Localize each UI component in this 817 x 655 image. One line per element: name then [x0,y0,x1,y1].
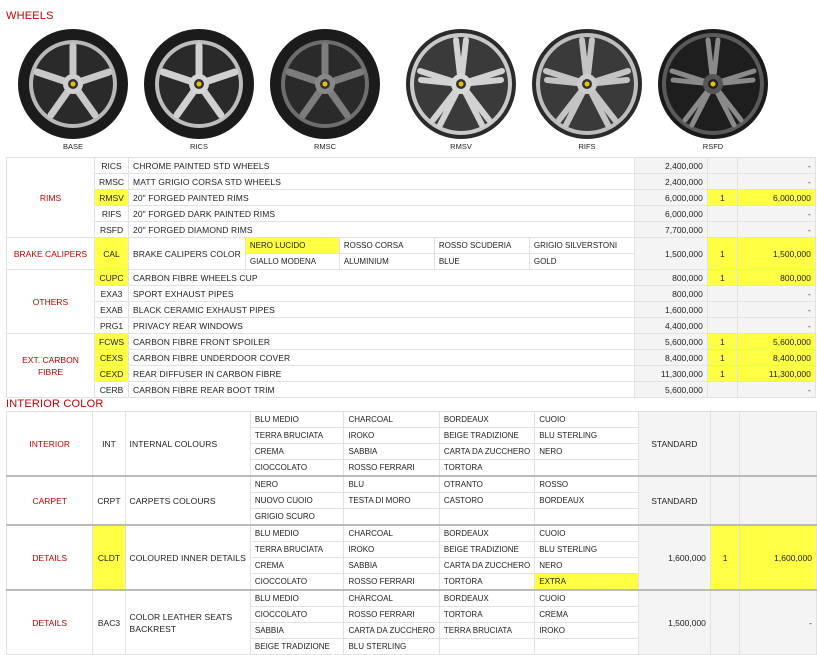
option-total: 6,000,000 [737,190,815,206]
option-price: 6,000,000 [634,190,707,206]
color-option[interactable]: CARTA DA ZUCCHERO [439,444,534,460]
option-qty[interactable] [707,382,737,398]
option-price: 1,500,000 [634,238,707,270]
wheel-label: RICS [190,142,208,151]
color-option[interactable]: BEIGE TRADIZIONE [250,639,344,655]
wheel-rmsc[interactable] [268,24,382,152]
color-option[interactable]: BORDEAUX [439,590,534,607]
option-desc: MATT GRIGIO CORSA STD WHEELS [129,174,635,190]
color-option[interactable]: CUOIO [535,525,638,542]
option-desc: COLOURED INNER DETAILS [125,525,250,590]
options-table [6,157,816,398]
table-row [7,412,817,428]
color-option[interactable]: GRIGIO SCURO [250,509,344,526]
option-total: 5,600,000 [737,334,815,350]
color-option[interactable]: BLU [344,476,439,493]
color-option[interactable]: BEIGE TRADIZIONE [439,542,534,558]
color-option[interactable]: TESTA DI MORO [344,493,439,509]
option-qty[interactable] [707,318,737,334]
option-code: EXAB [95,302,129,318]
table-row [7,174,816,190]
category-interior: INTERIOR [7,412,93,477]
option-qty[interactable]: 1 [707,366,737,382]
color-option[interactable]: TORTORA [439,574,534,591]
option-desc: 20" FORGED PAINTED RIMS [129,190,635,206]
option-desc: CHROME PAINTED STD WHEELS [129,158,635,174]
color-option[interactable]: CIOCCOLATO [250,607,344,623]
color-option[interactable]: NUOVO CUOIO [250,493,344,509]
category-details-backrest: DETAILS [7,590,93,655]
option-desc: CARPETS COLOURS [125,476,250,525]
color-option[interactable]: BORDEAUX [439,525,534,542]
option-qty[interactable] [710,476,739,525]
option-code: FCWS [95,334,129,350]
option-price: 1,600,000 [634,302,707,318]
option-qty[interactable]: 1 [710,525,739,590]
interior-table [6,411,817,655]
option-price: 2,400,000 [634,158,707,174]
color-option[interactable]: SABBIA [344,444,439,460]
category-others: OTHERS [7,270,95,334]
color-option[interactable]: BEIGE TRADIZIONE [439,428,534,444]
color-option[interactable]: CUOIO [535,590,638,607]
color-option[interactable]: TERRA BRUCIATA [250,542,344,558]
category-brake-calipers: BRAKE CALIPERS [7,238,95,270]
option-desc: BRAKE CALIPERS COLOR [129,238,246,270]
option-qty[interactable]: 1 [707,270,737,286]
option-qty[interactable] [710,590,739,655]
option-total: - [737,382,815,398]
interior-section-title: INTERIOR COLOR [6,398,104,410]
table-row [7,318,816,334]
wheel-image [16,24,130,142]
option-price: 800,000 [634,270,707,286]
option-price: 8,400,000 [634,350,707,366]
wheels-section-title: WHEELS [6,10,54,22]
table-row [7,206,816,222]
wheel-label: BASE [62,142,83,151]
option-price: 11,300,000 [634,366,707,382]
option-price: 1,500,000 [638,590,710,655]
table-row [7,190,816,206]
wheel-base[interactable] [16,24,130,152]
color-option[interactable] [344,509,439,526]
table-row [7,590,817,607]
color-option[interactable]: IROKO [535,623,638,639]
caliper-option[interactable]: ROSSO SCUDERIA [434,238,529,254]
color-option[interactable]: CHARCOAL [344,525,439,542]
option-code: BAC3 [93,590,125,655]
color-option[interactable]: TORTORA [439,460,534,477]
category-details: DETAILS [7,525,93,590]
caliper-option[interactable]: ROSSO CORSA [339,238,434,254]
option-desc: INTERNAL COLOURS [125,412,250,477]
wheels-gallery [6,24,811,152]
option-total: 1,600,000 [740,525,817,590]
color-option[interactable]: SABBIA [344,558,439,574]
wheel-label: RMSV [450,142,472,151]
option-desc: 20" FORGED DARK PAINTED RIMS [129,206,635,222]
option-price: STANDARD [638,476,710,525]
option-desc: CARBON FIBRE REAR BOOT TRIM [129,382,635,398]
color-option[interactable]: IROKO [344,542,439,558]
wheel-rifs[interactable] [530,24,644,152]
option-qty[interactable]: 1 [707,190,737,206]
option-total: 11,300,000 [737,366,815,382]
wheel-image [268,24,382,142]
color-option[interactable]: BLU MEDIO [250,412,344,428]
option-total [740,476,817,525]
table-row [7,158,816,174]
color-option[interactable] [439,509,534,526]
color-option[interactable]: ROSSO FERRARI [344,574,439,591]
color-option[interactable]: BLU MEDIO [250,590,344,607]
color-option[interactable]: CREMA [250,558,344,574]
option-desc: BLACK CERAMIC EXHAUST PIPES [129,302,635,318]
option-code: RSFD [95,222,129,238]
option-qty[interactable] [707,206,737,222]
option-code: RMSC [95,174,129,190]
wheel-label: RMSC [313,142,337,151]
color-option[interactable] [535,639,638,655]
wheel-rsfd[interactable] [656,24,770,152]
color-option[interactable]: TERRA BRUCIATA [250,428,344,444]
option-desc: PRIVACY REAR WINDOWS [129,318,635,334]
color-option[interactable]: NERO [250,476,344,493]
option-code: RICS [95,158,129,174]
option-qty[interactable]: 1 [707,238,737,270]
color-option[interactable]: CREMA [250,444,344,460]
category-carpet: CARPET [7,476,93,525]
table-row [7,525,817,542]
option-price: 5,600,000 [634,334,707,350]
color-option[interactable]: BLU STERLING [535,542,638,558]
color-option[interactable]: CIOCCOLATO [250,574,344,591]
option-total: - [737,158,815,174]
wheel-label: RIFS [578,142,596,151]
color-option[interactable]: EXTRA [535,574,638,591]
option-code: EXA3 [95,286,129,302]
option-code: CUPC [95,270,129,286]
table-row [7,350,816,366]
color-option[interactable]: TERRA BRUCIATA [439,623,534,639]
color-option[interactable]: CUOIO [535,412,638,428]
color-option[interactable] [535,460,638,477]
option-price: 4,400,000 [634,318,707,334]
color-option[interactable]: TORTORA [439,607,534,623]
caliper-option[interactable]: BLUE [434,254,529,270]
caliper-option[interactable]: GOLD [529,254,634,270]
category-ext-carbon-fibre: EXT. CARBON FIBRE [7,334,95,398]
option-total: - [737,222,815,238]
caliper-option[interactable]: ALUMINIUM [339,254,434,270]
option-code: CLDT [93,525,125,590]
option-total: - [737,174,815,190]
option-qty[interactable] [710,412,739,477]
color-option[interactable]: CREMA [535,607,638,623]
wheel-image [656,24,770,142]
option-code: INT [93,412,125,477]
color-option[interactable]: NERO [535,558,638,574]
wheel-rmsv[interactable] [404,24,518,152]
color-option[interactable]: CARTA DA ZUCCHERO [344,623,439,639]
option-qty[interactable]: 1 [707,350,737,366]
option-code: RMSV [95,190,129,206]
option-total: 1,500,000 [737,238,815,270]
option-qty[interactable] [707,302,737,318]
option-total: - [737,286,815,302]
option-qty[interactable] [707,158,737,174]
option-qty[interactable] [707,222,737,238]
table-row [7,366,816,382]
color-option[interactable]: BLU STERLING [344,639,439,655]
option-code: CAL [95,238,129,270]
option-total [740,412,817,477]
option-desc: CARBON FIBRE UNDERDOOR COVER [129,350,635,366]
color-option[interactable]: BLU MEDIO [250,525,344,542]
option-total: 800,000 [737,270,815,286]
wheel-rics[interactable] [142,24,256,152]
color-option[interactable]: ROSSO FERRARI [344,607,439,623]
color-option[interactable]: BORDEAUX [535,493,638,509]
option-price: 7,700,000 [634,222,707,238]
option-total: - [737,318,815,334]
table-row [7,270,816,286]
wheel-label: RSFD [702,142,724,151]
option-desc: COLOR LEATHER SEATS BACKREST [125,590,250,655]
caliper-option[interactable]: GRIGIO SILVERSTONI [529,238,634,254]
table-row [7,382,816,398]
option-code: CEXD [95,366,129,382]
color-option[interactable] [439,639,534,655]
color-option[interactable]: ROSSO FERRARI [344,460,439,477]
color-option[interactable]: NERO [535,444,638,460]
table-row [7,238,816,254]
option-price: 2,400,000 [634,174,707,190]
color-option[interactable]: IROKO [344,428,439,444]
option-price: 6,000,000 [634,206,707,222]
option-code: PRG1 [95,318,129,334]
option-code: CRPT [93,476,125,525]
option-code: CEXS [95,350,129,366]
table-row [7,222,816,238]
color-option[interactable]: OTRANTO [439,476,534,493]
category-rims: RIMS [7,158,95,238]
option-price: 800,000 [634,286,707,302]
color-option[interactable]: CARTA DA ZUCCHERO [439,558,534,574]
color-option[interactable]: CHARCOAL [344,590,439,607]
caliper-option[interactable]: NERO LUCIDO [245,238,339,254]
table-row [7,302,816,318]
option-qty[interactable] [707,286,737,302]
table-row [7,476,817,493]
option-desc: 20" FORGED DIAMOND RIMS [129,222,635,238]
option-total: 8,400,000 [737,350,815,366]
color-option[interactable]: SABBIA [250,623,344,639]
color-option[interactable]: ROSSO [535,476,638,493]
wheel-image [404,24,518,142]
option-desc: CARBON FIBRE FRONT SPOILER [129,334,635,350]
color-option[interactable]: BORDEAUX [439,412,534,428]
option-total: - [737,302,815,318]
color-option[interactable]: CIOCCOLATO [250,460,344,477]
option-total: - [737,206,815,222]
wheel-image [530,24,644,142]
option-price: 5,600,000 [634,382,707,398]
option-qty[interactable]: 1 [707,334,737,350]
wheel-image [142,24,256,142]
caliper-option[interactable]: GIALLO MODENA [245,254,339,270]
option-desc: CARBON FIBRE WHEELS CUP [129,270,635,286]
table-row [7,334,816,350]
option-desc: REAR DIFFUSER IN CARBON FIBRE [129,366,635,382]
option-code: CERB [95,382,129,398]
color-option[interactable]: CHARCOAL [344,412,439,428]
option-code: RIFS [95,206,129,222]
option-qty[interactable] [707,174,737,190]
color-option[interactable]: BLU STERLING [535,428,638,444]
option-desc: SPORT EXHAUST PIPES [129,286,635,302]
color-option[interactable]: CASTORO [439,493,534,509]
option-price: 1,600,000 [638,525,710,590]
option-total: - [740,590,817,655]
option-price: STANDARD [638,412,710,477]
color-option[interactable] [535,509,638,526]
table-row [7,286,816,302]
